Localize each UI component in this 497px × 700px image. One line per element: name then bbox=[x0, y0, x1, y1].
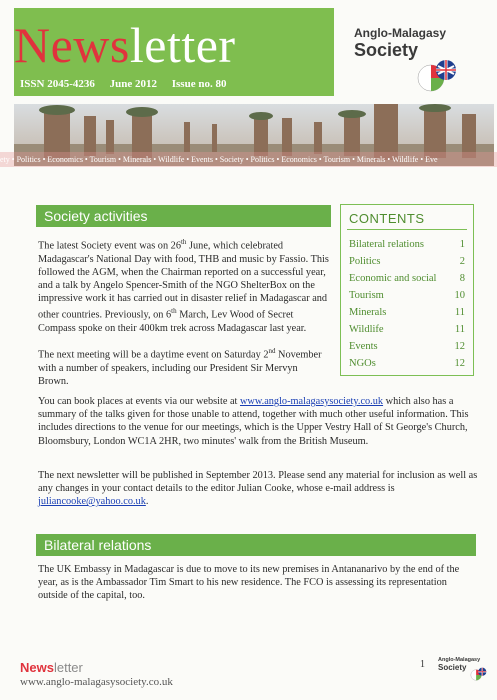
society-website-link[interactable]: www.anglo-malagasysociety.co.uk bbox=[239, 396, 384, 407]
contents-heading: CONTENTS bbox=[349, 211, 425, 226]
footer-society-logo-text: Anglo-Malagasy Society bbox=[438, 657, 481, 672]
footer-flags-logo-icon bbox=[470, 666, 488, 684]
toc-item[interactable]: NGOs 12 bbox=[349, 358, 465, 369]
footer-website-url: www.anglo-malagasysociety.co.uk bbox=[20, 676, 173, 688]
flags-logo-icon bbox=[416, 56, 460, 100]
contents-box bbox=[340, 204, 474, 376]
bilateral-relations-heading: Bilateral relations bbox=[36, 534, 476, 556]
bilateral-relations-paragraph: The UK Embassy in Madagascar is due to move to its new premises in Antananarivo by the end of the year, as is the Ambassador Tim Smart to his new residence. The FCO is assessing its representation outside of the capital, too. bbox=[38, 564, 460, 602]
footer-newsletter-title: Newsletter bbox=[20, 660, 83, 675]
society-activities-paragraph-1: The latest Society event was on 26th June, which celebrated Madagascar's National Day with food, THB and music by Fassio. This followed the AGM, when the Chairman reported on a successful year, and a talk by Angelo Spencer-Smith of the NGO ShelterBox on the impressive work it has carried out in disaster relief in Madagascar and other countries. Previously, on 6th March, Lev Wood of Secret Compass spoke on their 400km trek across Madagascar last year. bbox=[38, 238, 329, 335]
toc-item[interactable]: Events 12 bbox=[349, 341, 465, 352]
issue-date: June 2012 bbox=[109, 78, 157, 90]
issue-number: Issue no. 80 bbox=[171, 78, 227, 90]
issue-info bbox=[20, 78, 238, 90]
society-activities-paragraph-4: The next newsletter will be published in September 2013. Please send any material for inclusion as well as any changes in your contact details to the editor Julian Cooke, whose e-mail address is juliancooke@yahoo.co.uk. bbox=[38, 470, 478, 508]
page-number: 1 bbox=[420, 659, 425, 670]
topics-ticker: ety • Politics • Economics • Tourism • Minerals • Wildlife • Events • Society • Politics • Economics • Tourism • Minerals • Wildlife • Eve bbox=[0, 152, 497, 167]
toc-item[interactable]: Minerals 11 bbox=[349, 307, 465, 318]
contents-divider bbox=[347, 229, 467, 230]
toc-item[interactable]: Tourism 10 bbox=[349, 290, 465, 301]
society-activities-heading: Society activities bbox=[36, 205, 331, 227]
toc-item[interactable]: Wildlife 11 bbox=[349, 324, 465, 335]
toc-item[interactable]: Economic and social 8 bbox=[349, 273, 465, 284]
toc-item[interactable]: Politics 2 bbox=[349, 256, 465, 267]
society-activities-paragraph-2: The next meeting will be a daytime event on Saturday 2nd November with a number of speakers, including our President Sir Mervyn Brown. bbox=[38, 347, 322, 387]
editor-email-link[interactable]: juliancooke@yahoo.co.uk bbox=[38, 496, 146, 508]
newsletter-title: Newsletter bbox=[14, 17, 236, 73]
society-logo-text: Anglo-Malagasy Society bbox=[354, 26, 447, 60]
toc-item[interactable]: Bilateral relations 1 bbox=[349, 239, 465, 250]
issn: ISSN 2045-4236 bbox=[20, 78, 95, 90]
society-activities-paragraph-3: You can book places at events via our website at www.anglo-malagasysociety.co.uk which also has a summary of the talks given for those unable to attend, together with much other useful information. This includes directions to the venue for our meetings, which is the Upper Vestry Hall of St George's Church, Bloomsbury, London WC1A 2HR, two minutes' walk from the British Museum. bbox=[38, 396, 469, 447]
